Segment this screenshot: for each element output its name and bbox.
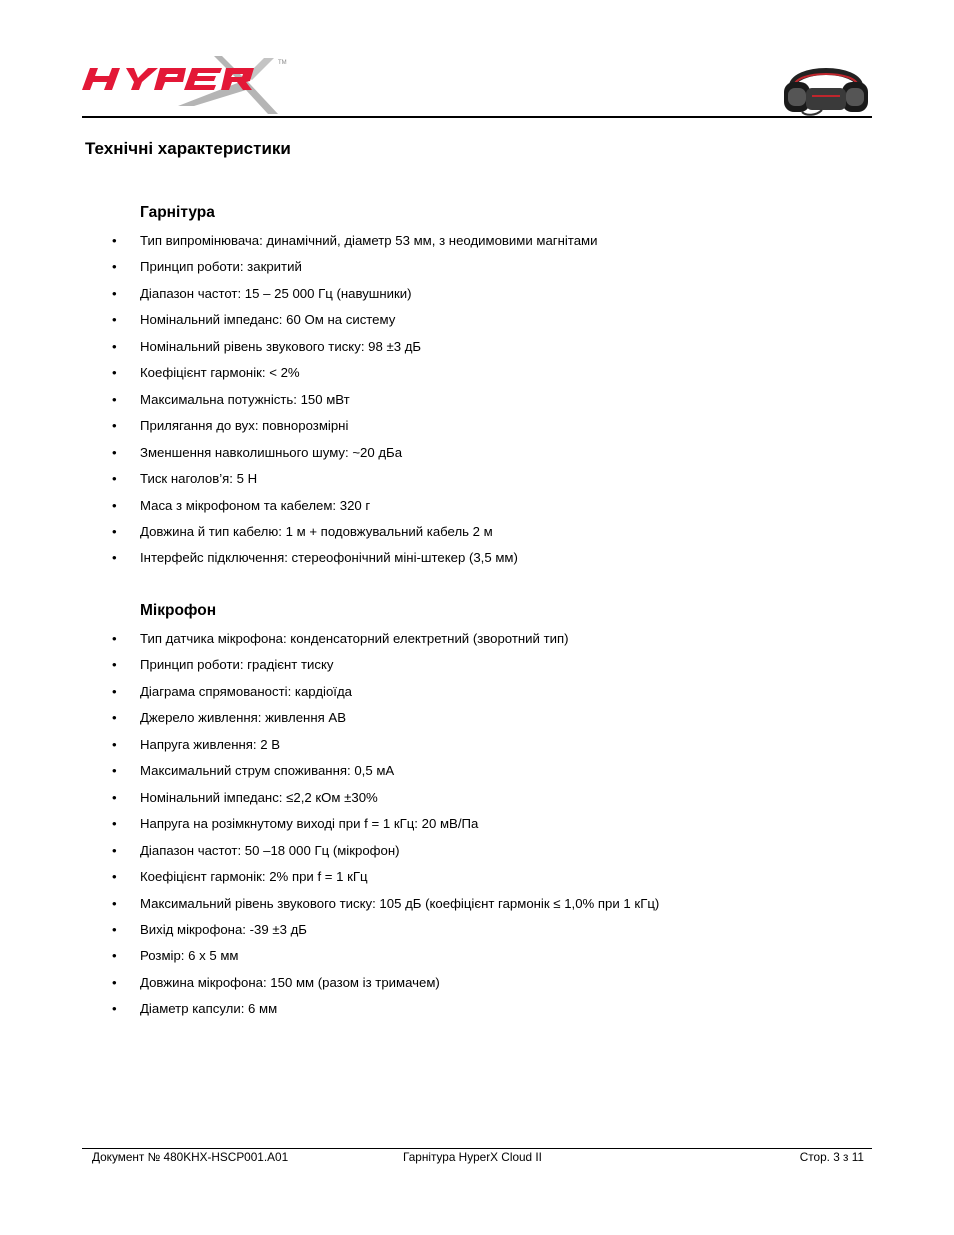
spec-text: Номінальний імпеданс: 60 Ом на систему <box>140 312 396 328</box>
bullet-icon: • <box>112 736 117 752</box>
spec-text: Джерело живлення: живлення АВ <box>140 710 346 726</box>
bullet-icon: • <box>112 312 117 328</box>
bullet-icon: • <box>112 763 117 779</box>
headset-product-icon <box>782 58 870 116</box>
spec-text: Напруга на розімкнутому виході при f = 1 кГц: 20 мВ/Па <box>140 816 479 832</box>
spec-text: Коефіцієнт гармонік: 2% при f = 1 кГц <box>140 869 368 885</box>
bullet-icon: • <box>112 444 117 460</box>
spec-text: Інтерфейс підключення: стереофонічний міні-штекер (3,5 мм) <box>140 550 518 566</box>
bullet-icon: • <box>112 710 117 726</box>
section-title-microphone: Мікрофон <box>140 602 217 619</box>
hyperx-logo <box>82 54 292 116</box>
bullet-icon: • <box>112 631 117 646</box>
header-divider <box>82 116 872 118</box>
bullet-icon: • <box>112 365 117 381</box>
page-title: Технічні характеристики <box>85 139 291 158</box>
spec-text: Довжина мікрофона: 150 мм (разом із тримачем) <box>140 974 440 990</box>
spec-text: Розмір: 6 x 5 мм <box>140 948 239 964</box>
bullet-icon: • <box>112 338 117 354</box>
bullet-icon: • <box>112 657 117 673</box>
spec-text: Діапазон частот: 50 –18 000 Гц (мікрофон) <box>140 842 400 858</box>
spec-text: Напруга живлення: 2 В <box>140 736 281 752</box>
bullet-icon: • <box>112 683 117 699</box>
bullet-icon: • <box>112 974 117 990</box>
bullet-icon: • <box>112 471 117 487</box>
bullet-icon: • <box>112 895 117 911</box>
spec-text: Діаграма спрямованості: кардіоїда <box>140 683 352 699</box>
bullet-icon: • <box>112 550 117 566</box>
spec-text: Максимальний рівень звукового тиску: 105 дБ (коефіцієнт гармонік ≤ 1,0% при 1 кГц) <box>140 895 660 911</box>
spec-text: Діаметр капсули: 6 мм <box>140 1001 278 1017</box>
section-title-headset: Гарнітура <box>140 204 215 221</box>
spec-text: Номінальний імпеданс: ≤2,2 кОм ±30% <box>140 789 378 805</box>
spec-text: Маса з мікрофоном та кабелем: 320 г <box>140 497 371 513</box>
spec-text: Тип датчика мікрофона: конденсаторний електретний (зворотний тип) <box>140 631 569 646</box>
spec-text: Максимальний струм споживання: 0,5 мА <box>140 763 395 779</box>
spec-text: Вихід мікрофона: -39 ±3 дБ <box>140 921 307 937</box>
bullet-icon: • <box>112 233 117 248</box>
bullet-icon: • <box>112 391 117 407</box>
spec-text: Зменшення навколишнього шуму: ~20 дБа <box>140 444 403 460</box>
bullet-icon: • <box>112 259 117 275</box>
bullet-icon: • <box>112 523 117 539</box>
footer-document-number: Документ № 480KHX-HSCP001.A01 <box>92 1150 289 1164</box>
spec-text: Номінальний рівень звукового тиску: 98 ±3 дБ <box>140 338 422 354</box>
bullet-icon: • <box>112 921 117 937</box>
trademark-mark: TM <box>278 60 287 66</box>
bullet-icon: • <box>112 842 117 858</box>
bullet-icon: • <box>112 285 117 301</box>
spec-text: Максимальна потужність: 150 мВт <box>140 391 350 407</box>
bullet-icon: • <box>112 418 117 434</box>
spec-text: Тип випромінювача: динамічний, діаметр 53 мм, з неодимовими магнітами <box>140 233 598 248</box>
footer-product-name: Гарнітура HyperX Cloud II <box>403 1150 542 1164</box>
spec-text: Принцип роботи: градієнт тиску <box>140 657 334 673</box>
spec-text: Прилягання до вух: повнорозмірні <box>140 418 349 434</box>
spec-text: Тиск наголов’я: 5 Н <box>140 471 258 487</box>
bullet-icon: • <box>112 497 117 513</box>
spec-text: Діапазон частот: 15 – 25 000 Гц (навушники) <box>140 285 412 301</box>
spec-text: Принцип роботи: закритий <box>140 259 302 275</box>
page-header <box>82 48 872 118</box>
footer-page-number: Стор. 3 з 11 <box>799 1150 864 1164</box>
bullet-icon: • <box>112 1001 117 1017</box>
spec-text: Коефіцієнт гармонік: < 2% <box>140 365 300 381</box>
spec-text: Довжина й тип кабелю: 1 м + подовжувальний кабель 2 м <box>140 523 493 539</box>
footer-divider <box>82 1148 872 1149</box>
bullet-icon: • <box>112 869 117 885</box>
bullet-icon: • <box>112 789 117 805</box>
bullet-icon: • <box>112 948 117 964</box>
bullet-icon: • <box>112 816 117 832</box>
